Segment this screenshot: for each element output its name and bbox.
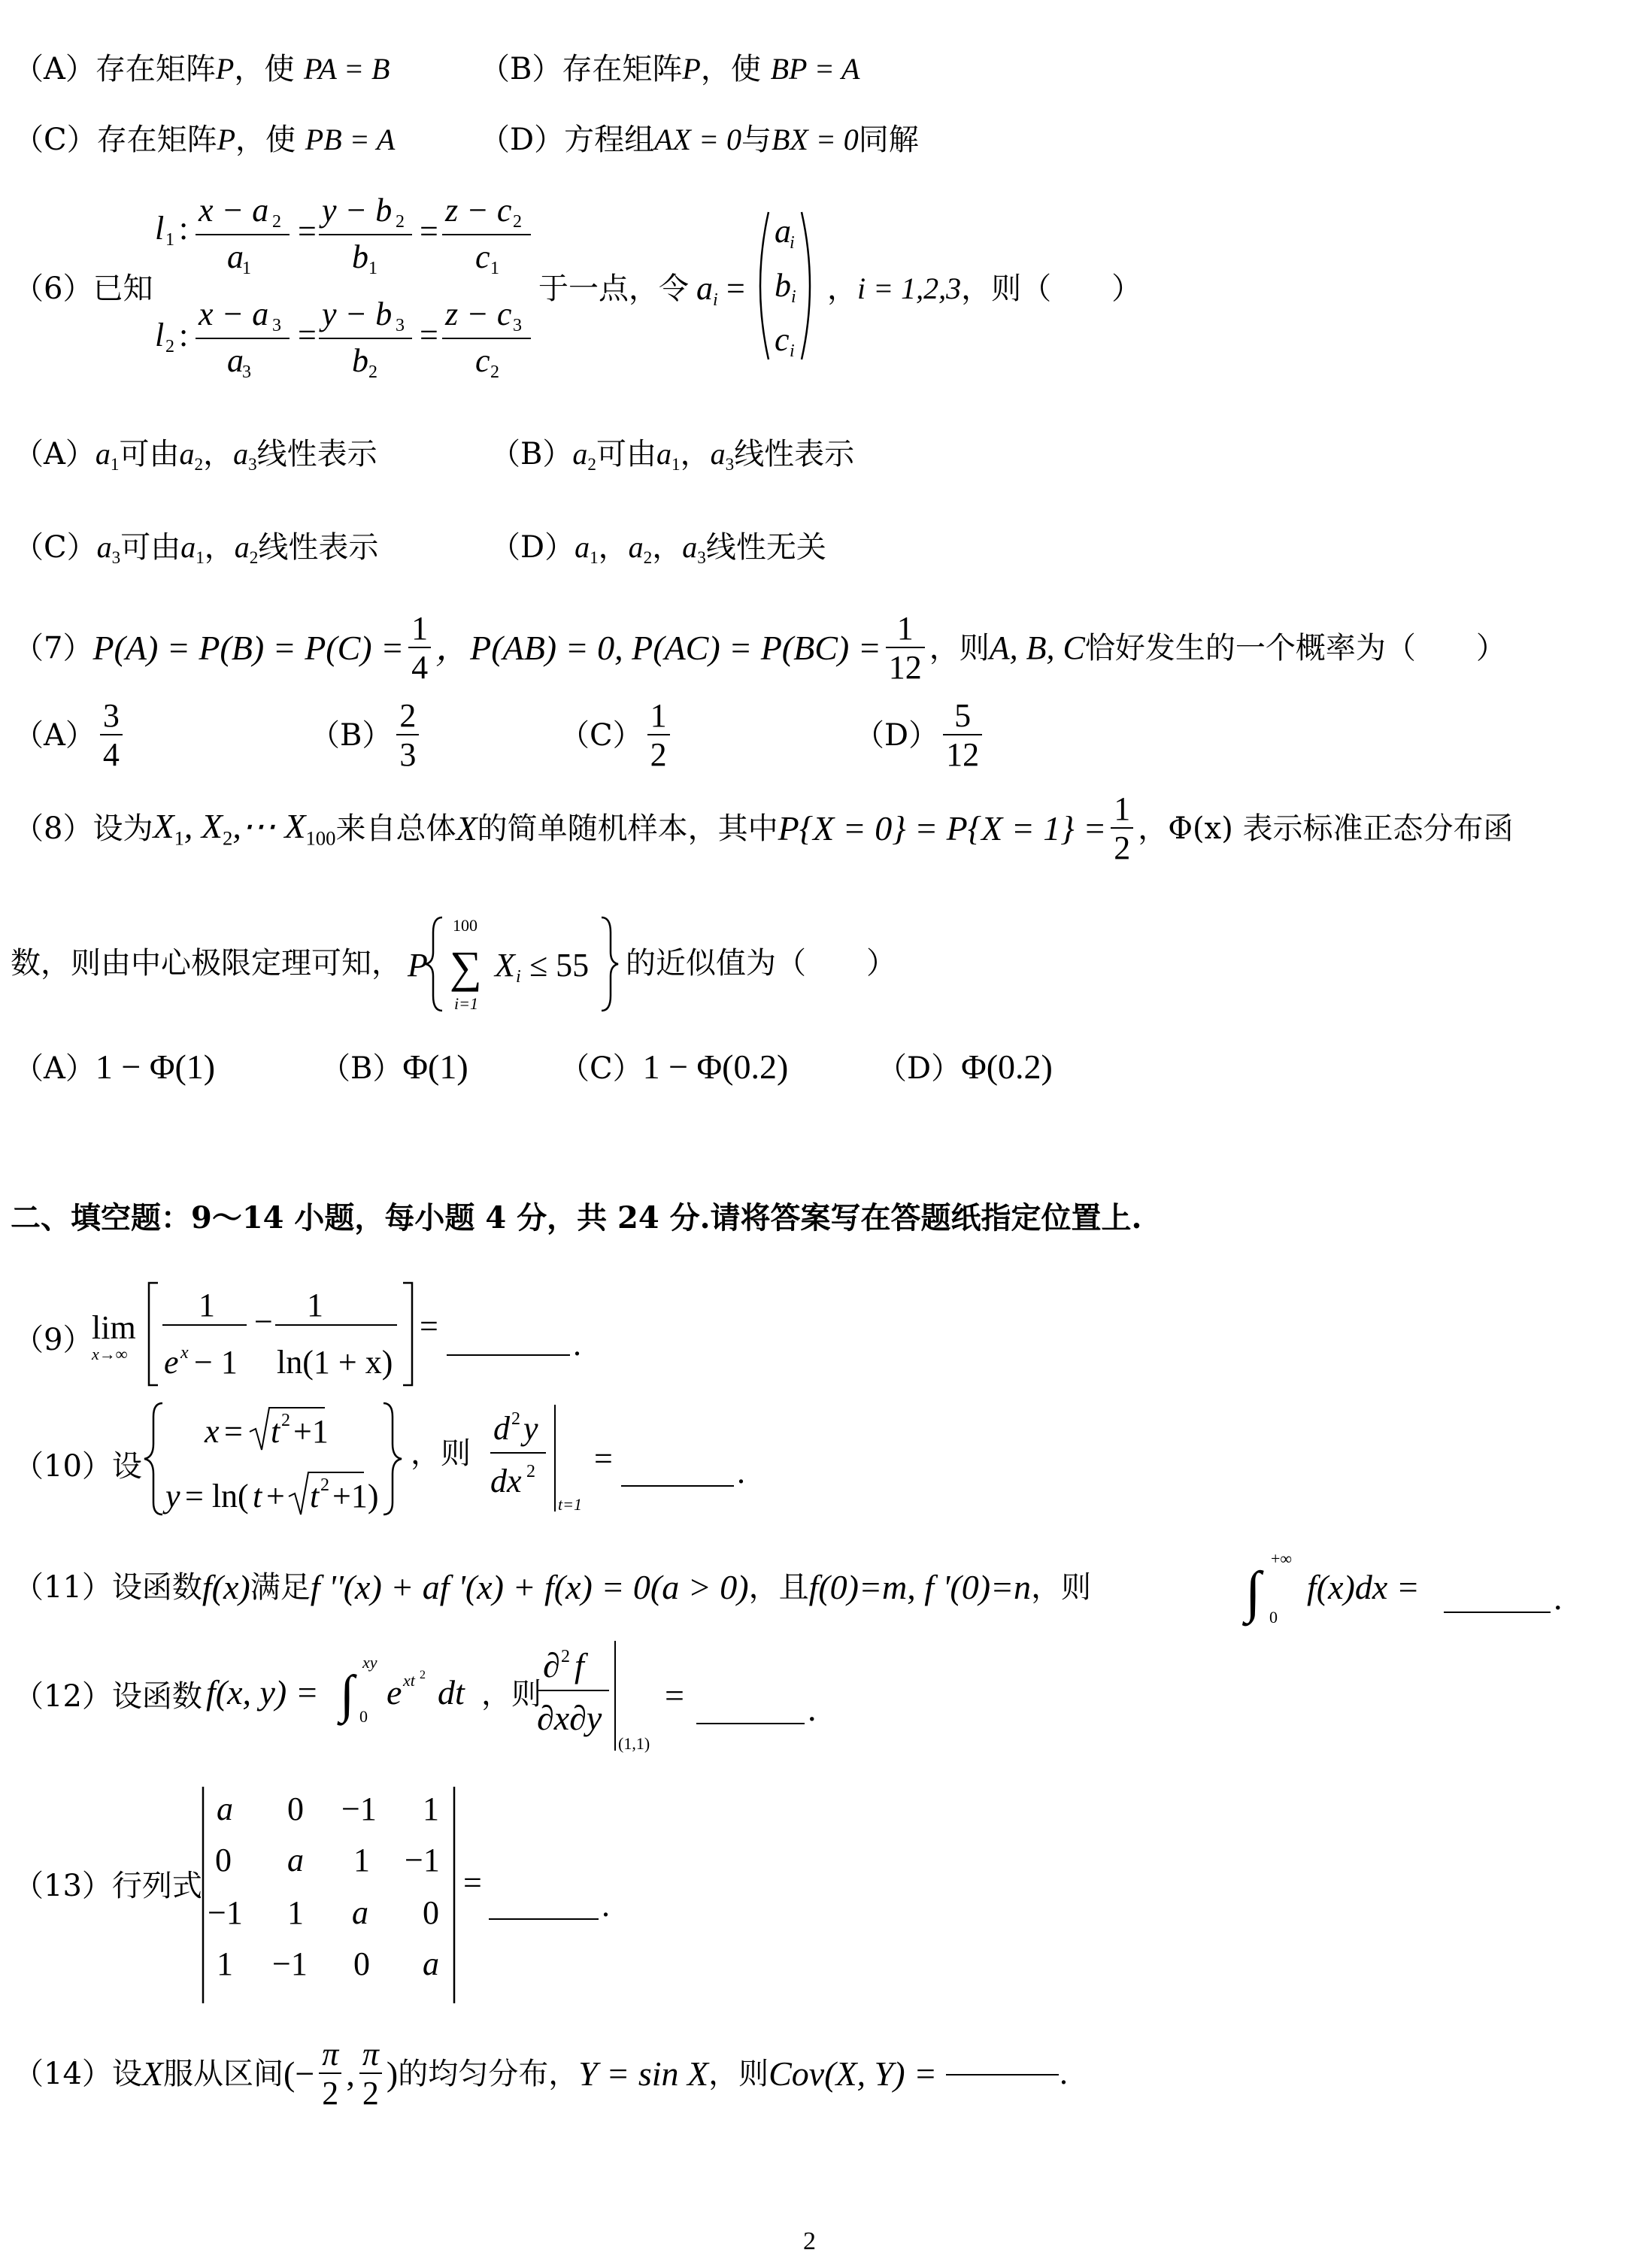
svg-text:+1: +1 — [293, 1413, 329, 1450]
svg-text:a: a — [217, 1790, 233, 1827]
q13-determinant — [200, 1782, 621, 2008]
q7-option-a: （A） $\frac{3}{4}$ — [14, 699, 127, 772]
svg-text:f: f — [574, 1646, 584, 1684]
svg-text:∂x∂y: ∂x∂y — [537, 1699, 602, 1737]
svg-text:=: = — [726, 270, 745, 307]
q6-option-c: $(C)a_3$可由$a_1$，$a_2$线性表示 — [14, 530, 379, 569]
svg-text:1: 1 — [307, 1287, 323, 1324]
svg-text:y − b: y − b — [322, 296, 393, 332]
svg-text:xt: xt — [403, 1671, 415, 1690]
q5-option-d: （D）方程组AX = 0与BX = 0同解 — [480, 123, 919, 157]
svg-text:2: 2 — [420, 1669, 426, 1681]
svg-text:t: t — [310, 1478, 320, 1515]
svg-text:l: l — [155, 210, 165, 247]
svg-text:2: 2 — [368, 362, 377, 382]
svg-text:1: 1 — [217, 1945, 233, 1982]
svg-text:−1: −1 — [405, 1842, 440, 1878]
svg-text:i: i — [713, 290, 718, 310]
q8-option-a: （A）1 − Φ(1) — [14, 1048, 216, 1086]
svg-text:3: 3 — [396, 316, 405, 335]
svg-text:x − a: x − a — [199, 296, 269, 332]
svg-text:1: 1 — [242, 259, 251, 278]
q8-option-d: （D）Φ(0.2) — [877, 1048, 1053, 1086]
svg-text:2: 2 — [526, 1462, 535, 1481]
svg-text:∑: ∑ — [450, 942, 482, 992]
svg-text:+∞: +∞ — [1271, 1549, 1293, 1568]
svg-text:a: a — [775, 213, 791, 250]
q6-line-equations — [150, 188, 541, 391]
svg-text:.: . — [1554, 1578, 1563, 1617]
svg-text:1: 1 — [353, 1842, 370, 1878]
svg-text:ln(1 + x): ln(1 + x) — [277, 1344, 393, 1381]
svg-text:0: 0 — [423, 1894, 439, 1931]
q6-option-d: $(D)a_1$，$a_2$，$a_3$线性无关 — [490, 530, 826, 569]
svg-text:b: b — [352, 238, 368, 275]
svg-text:c: c — [475, 238, 490, 275]
svg-text:b: b — [775, 267, 791, 304]
q7-option-d: （D） $\frac{5}{12}$ — [854, 699, 987, 772]
svg-text:.: . — [737, 1454, 745, 1490]
svg-text:x: x — [180, 1343, 189, 1363]
q11-stem: （11）设函数 f(x) 满足 f ''(x) + af '(x) + f(x) = 0(a > 0) ，且 f(0)=m, f '(0)=n ，则 — [14, 1568, 1092, 1606]
section-2-heading: 二、填空题：9～14 小题，每小题 4 分，共 24 分.请将答案写在答题纸指定位置上. — [11, 1200, 1142, 1236]
svg-text:y: y — [165, 1478, 180, 1515]
svg-text:，则: ，则 — [481, 1677, 541, 1711]
svg-text:f(x, y) =: f(x, y) = — [206, 1673, 319, 1712]
svg-text:l: l — [155, 317, 165, 353]
svg-text:2: 2 — [561, 1647, 570, 1666]
q14-stem: （14）设 X 服从区间 (− $\frac{\pi}{2}$ , $\frac{\pi}{2}$ ) 的均匀分布， Y = sin X ，则 Cov(X, Y) = . — [14, 2036, 1069, 2112]
q6-option-a: $(A)a_1$可由$a_2$，$a_3$线性表示 — [14, 437, 377, 475]
svg-text:i: i — [790, 341, 795, 361]
svg-text::: : — [179, 210, 189, 247]
svg-text:1: 1 — [368, 259, 377, 278]
svg-text:0: 0 — [359, 1707, 368, 1726]
svg-text:dx: dx — [490, 1463, 522, 1499]
svg-text:1: 1 — [199, 1287, 215, 1324]
svg-text:i: i — [791, 287, 796, 307]
q8-option-b: （B）Φ(1) — [320, 1048, 468, 1086]
svg-text:a: a — [227, 238, 244, 275]
svg-text:y − b: y − b — [322, 192, 393, 229]
svg-text:x→∞: x→∞ — [92, 1345, 128, 1363]
q8-option-c: （C）1 − Φ(0.2) — [559, 1048, 789, 1086]
q7-option-c: （C） $\frac{1}{2}$ — [559, 699, 675, 772]
q8-stem-line1: （8）设为 $X_1$, $X_2,\cdots$ $X_{100}$ 来自总体 X 的简单随机样本，其中 P{X = 0} = P{X = 1} = $\frac{1}{2}$ ，Φ(x) 表示标准正态分布函 — [14, 790, 1514, 866]
svg-text:2: 2 — [272, 212, 281, 232]
svg-text:.: . — [602, 1887, 610, 1924]
q6-tail: ，i = 1,2,3，则（ ） — [827, 271, 1142, 306]
svg-text:1: 1 — [165, 230, 174, 250]
q6-label: （6）已知 — [14, 271, 153, 306]
svg-text:t=1: t=1 — [558, 1495, 582, 1514]
svg-text:2: 2 — [513, 212, 522, 232]
svg-text:a: a — [696, 270, 713, 307]
svg-text:∫: ∫ — [340, 1666, 355, 1724]
svg-text:e: e — [387, 1673, 402, 1712]
svg-text:≤ 55: ≤ 55 — [529, 947, 590, 984]
svg-text:0: 0 — [215, 1842, 232, 1878]
svg-text:−1: −1 — [341, 1790, 377, 1827]
q6-mid-text: 于一点，令 — [538, 271, 689, 306]
q12-expression — [203, 1630, 910, 1758]
page-number: 2 — [803, 2227, 816, 2255]
svg-text:=: = — [594, 1440, 613, 1477]
svg-text:i: i — [516, 967, 521, 987]
svg-text:d: d — [493, 1410, 510, 1447]
svg-text:=: = — [298, 213, 317, 250]
q10-label: （10）设 — [14, 1449, 142, 1484]
svg-text:0: 0 — [287, 1790, 304, 1827]
q9-limit-expression — [89, 1277, 585, 1390]
q5-option-b: （B）存在矩阵P，使 BP = A — [480, 52, 860, 86]
svg-text:，则: ，则 — [411, 1436, 471, 1470]
svg-text:xy: xy — [362, 1653, 377, 1672]
svg-text:=: = — [224, 1413, 243, 1450]
q13-label: （13）行列式 — [14, 1869, 202, 1903]
svg-text:a: a — [227, 342, 244, 379]
q9-label: （9） — [14, 1323, 93, 1357]
svg-text:c: c — [475, 342, 490, 379]
svg-text:2: 2 — [165, 337, 174, 356]
svg-text:t: t — [271, 1413, 280, 1450]
svg-text:=: = — [420, 1308, 438, 1345]
svg-text:100: 100 — [453, 916, 477, 935]
svg-text:z − c: z − c — [445, 192, 512, 229]
q12-label: （12）设函数 — [14, 1679, 202, 1714]
svg-text:a: a — [287, 1842, 304, 1878]
svg-text:∂: ∂ — [543, 1646, 560, 1684]
svg-text:−: − — [254, 1303, 273, 1340]
svg-text:y: y — [523, 1410, 538, 1447]
svg-text::: : — [179, 317, 189, 353]
svg-text:=: = — [420, 213, 438, 250]
svg-text:3: 3 — [272, 316, 281, 335]
svg-text:3: 3 — [242, 362, 251, 382]
svg-text:=: = — [420, 317, 438, 353]
svg-text:f(x)dx =: f(x)dx = — [1307, 1568, 1420, 1606]
svg-text:−1: −1 — [208, 1894, 243, 1931]
svg-text:.: . — [573, 1326, 581, 1363]
svg-text:1: 1 — [490, 259, 499, 278]
q6-vector-def — [693, 203, 814, 376]
svg-text:2: 2 — [396, 212, 405, 232]
svg-text:i=1: i=1 — [454, 994, 478, 1013]
svg-text:a: a — [352, 1894, 368, 1931]
svg-text:− 1: − 1 — [194, 1344, 238, 1381]
q10-parametric-expression — [140, 1390, 756, 1525]
q6-option-b: $(B)a_2$可由$a_1$，$a_3$线性表示 — [490, 437, 855, 475]
svg-text:0: 0 — [353, 1945, 370, 1982]
svg-text:c: c — [775, 321, 790, 358]
svg-text:X: X — [495, 947, 515, 984]
svg-text:2: 2 — [511, 1409, 520, 1429]
svg-text:0: 0 — [1269, 1608, 1278, 1627]
q7-stem: （7） P(A) = P(B) = P(C) = $\frac{1}{4}$ ，P(AB) = 0, P(AC) = P(BC) = $\frac{1}{12}$ ，则 A, B, C 恰好发生的一个概率为（ ） — [14, 610, 1506, 686]
svg-text:=: = — [665, 1676, 684, 1715]
svg-text:2: 2 — [320, 1475, 329, 1495]
svg-text:i: i — [790, 233, 795, 253]
q8-sum-expression — [405, 907, 623, 1020]
q7-option-b: （B） $\frac{2}{3}$ — [310, 699, 423, 772]
svg-text:(1,1): (1,1) — [618, 1734, 650, 1753]
svg-text:2: 2 — [490, 362, 499, 382]
svg-text:∫: ∫ — [1245, 1560, 1261, 1624]
svg-text:+1): +1) — [332, 1478, 379, 1515]
svg-text:.: . — [808, 1690, 817, 1728]
svg-text:=: = — [298, 317, 317, 353]
q5-option-c: （C）存在矩阵P，使 PB = A — [14, 123, 396, 157]
svg-text:= ln(: = ln( — [185, 1478, 249, 1515]
q11-integral — [1239, 1539, 1585, 1636]
svg-text:a: a — [423, 1945, 439, 1982]
q14-answer-blank — [946, 2073, 1059, 2075]
svg-text:t: t — [253, 1478, 262, 1515]
svg-text:e: e — [164, 1344, 179, 1381]
svg-text:=: = — [463, 1864, 482, 1901]
svg-text:+: + — [266, 1478, 285, 1515]
svg-text:lim: lim — [92, 1309, 136, 1346]
svg-text:3: 3 — [513, 316, 522, 335]
svg-text:−1: −1 — [272, 1945, 308, 1982]
svg-text:1: 1 — [287, 1894, 304, 1931]
svg-text:P: P — [408, 947, 428, 984]
svg-text:x: x — [205, 1413, 220, 1450]
svg-text:x − a: x − a — [199, 192, 269, 229]
svg-text:dt: dt — [438, 1673, 465, 1712]
svg-text:b: b — [352, 342, 368, 379]
svg-text:2: 2 — [281, 1411, 290, 1430]
svg-text:z − c: z − c — [445, 296, 512, 332]
svg-text:1: 1 — [423, 1790, 439, 1827]
q5-option-a: （A）存在矩阵P，使 PA = B — [14, 52, 390, 86]
q8-stem-line2: 数，则由中心极限定理可知， P 100 ∑ i=1 X i ≤ 55 的近似值为（ ） — [11, 907, 896, 1020]
